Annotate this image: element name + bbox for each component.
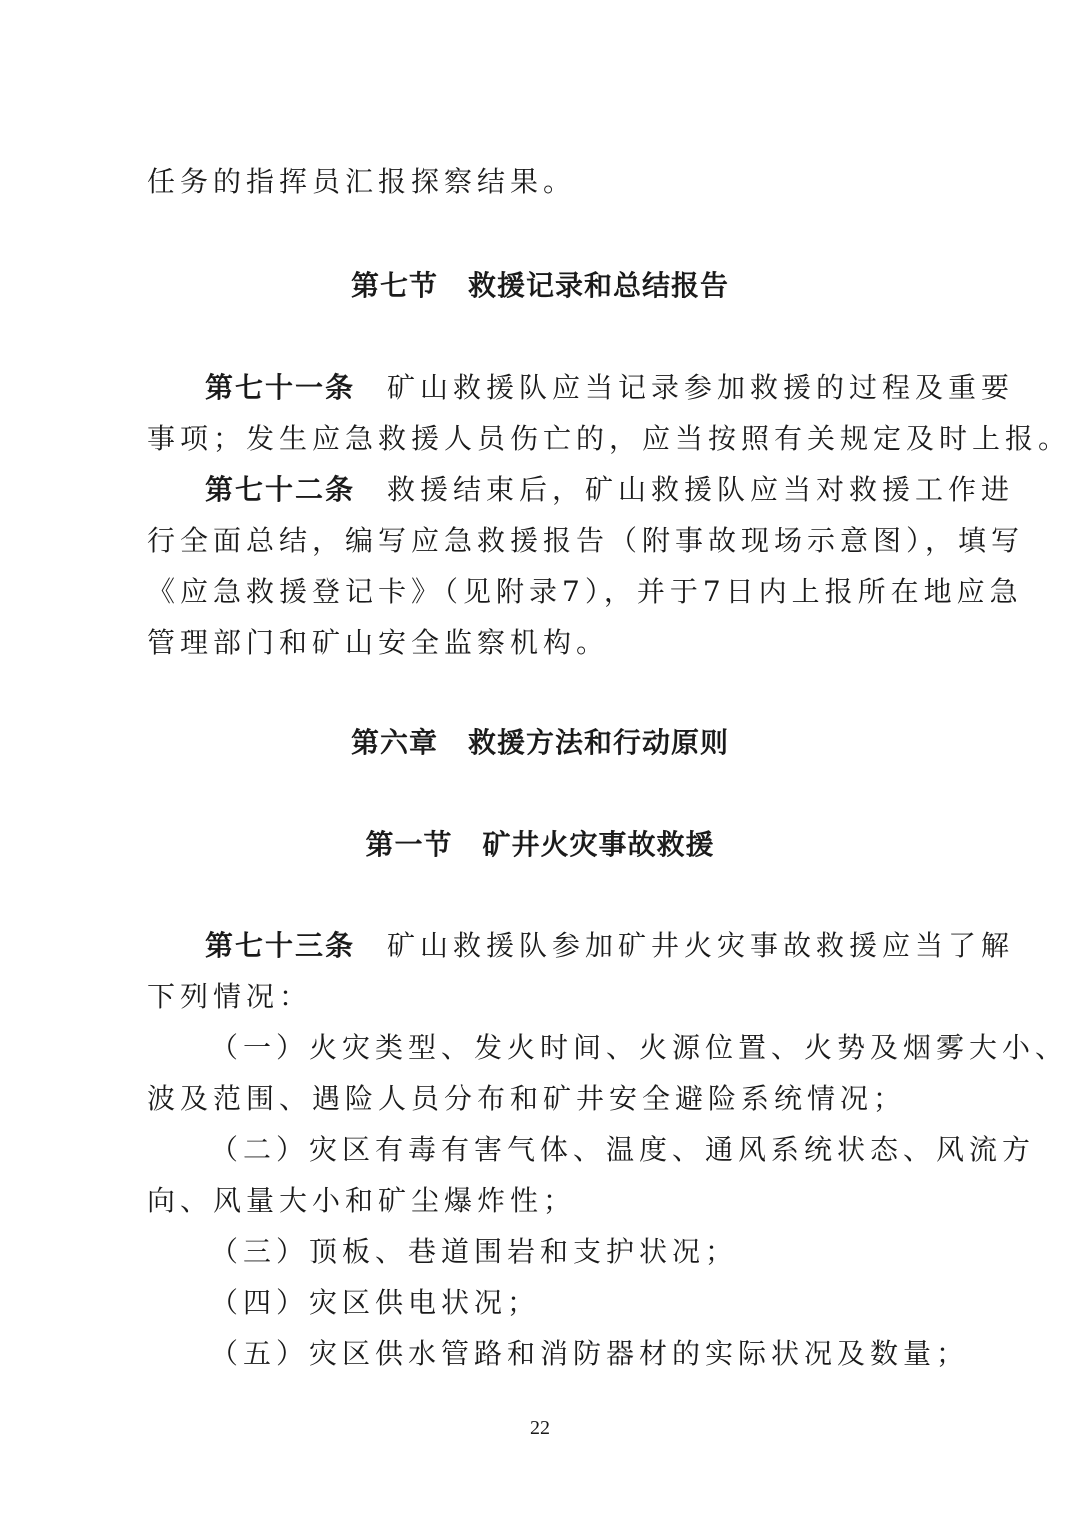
body-line: 向、风量大小和矿尘爆炸性； [147, 1184, 577, 1217]
list-item-5: （五）灾区供水管路和消防器材的实际状况及数量； [210, 1337, 970, 1370]
chapter-title: 救援方法和行动原则 [468, 726, 730, 759]
body-line: 管理部门和矿山安全监察机构。 [147, 626, 610, 659]
body-line: 行全面总结，编写应急救援报告（附事故现场示意图），填写 [147, 524, 1025, 557]
list-item-2: （二）灾区有毒有害气体、温度、通风系统状态、风流方 [210, 1133, 1036, 1166]
article-text: 矿山救援队参加矿井火灾事故救援应当了解 [387, 929, 1015, 962]
list-item-4: （四）灾区供电状况； [210, 1286, 541, 1319]
body-line: 任务的指挥员汇报探察结果。 [147, 165, 577, 198]
article-label: 第七十一条 [205, 371, 356, 404]
section-title: 救援记录和总结报告 [468, 269, 730, 302]
article-label: 第七十二条 [205, 473, 356, 506]
body-line: 事项；发生应急救援人员伤亡的，应当按照有关规定及时上报。 [147, 422, 1072, 455]
chapter-heading-6 [0, 723, 1080, 763]
section-number: 第七节 [350, 269, 438, 302]
body-line: 下列情况： [147, 980, 313, 1013]
section-number: 第一节 [365, 828, 453, 861]
article-text: 矿山救援队应当记录参加救援的过程及重要 [387, 371, 1015, 404]
chapter-number: 第六章 [350, 726, 438, 759]
section-title: 矿井火灾事故救援 [482, 828, 715, 861]
article-71 [205, 368, 1014, 408]
body-line: 《应急救援登记卡》（见附录7），并于7日内上报所在地应急 [147, 575, 1023, 608]
section-heading-7 [0, 266, 1080, 306]
section-heading-1 [0, 825, 1080, 865]
article-text: 救援结束后，矿山救援队应当对救援工作进 [387, 473, 1015, 506]
article-72 [205, 470, 1014, 510]
body-line: 波及范围、遇险人员分布和矿井安全避险系统情况； [147, 1082, 907, 1115]
page-number: 22 [530, 1417, 550, 1439]
list-item-1: （一）火灾类型、发火时间、火源位置、火势及烟雾大小、 [210, 1031, 1069, 1064]
article-label: 第七十三条 [205, 929, 356, 962]
list-item-3: （三）顶板、巷道围岩和支护状况； [210, 1235, 739, 1268]
article-73 [205, 926, 1014, 966]
